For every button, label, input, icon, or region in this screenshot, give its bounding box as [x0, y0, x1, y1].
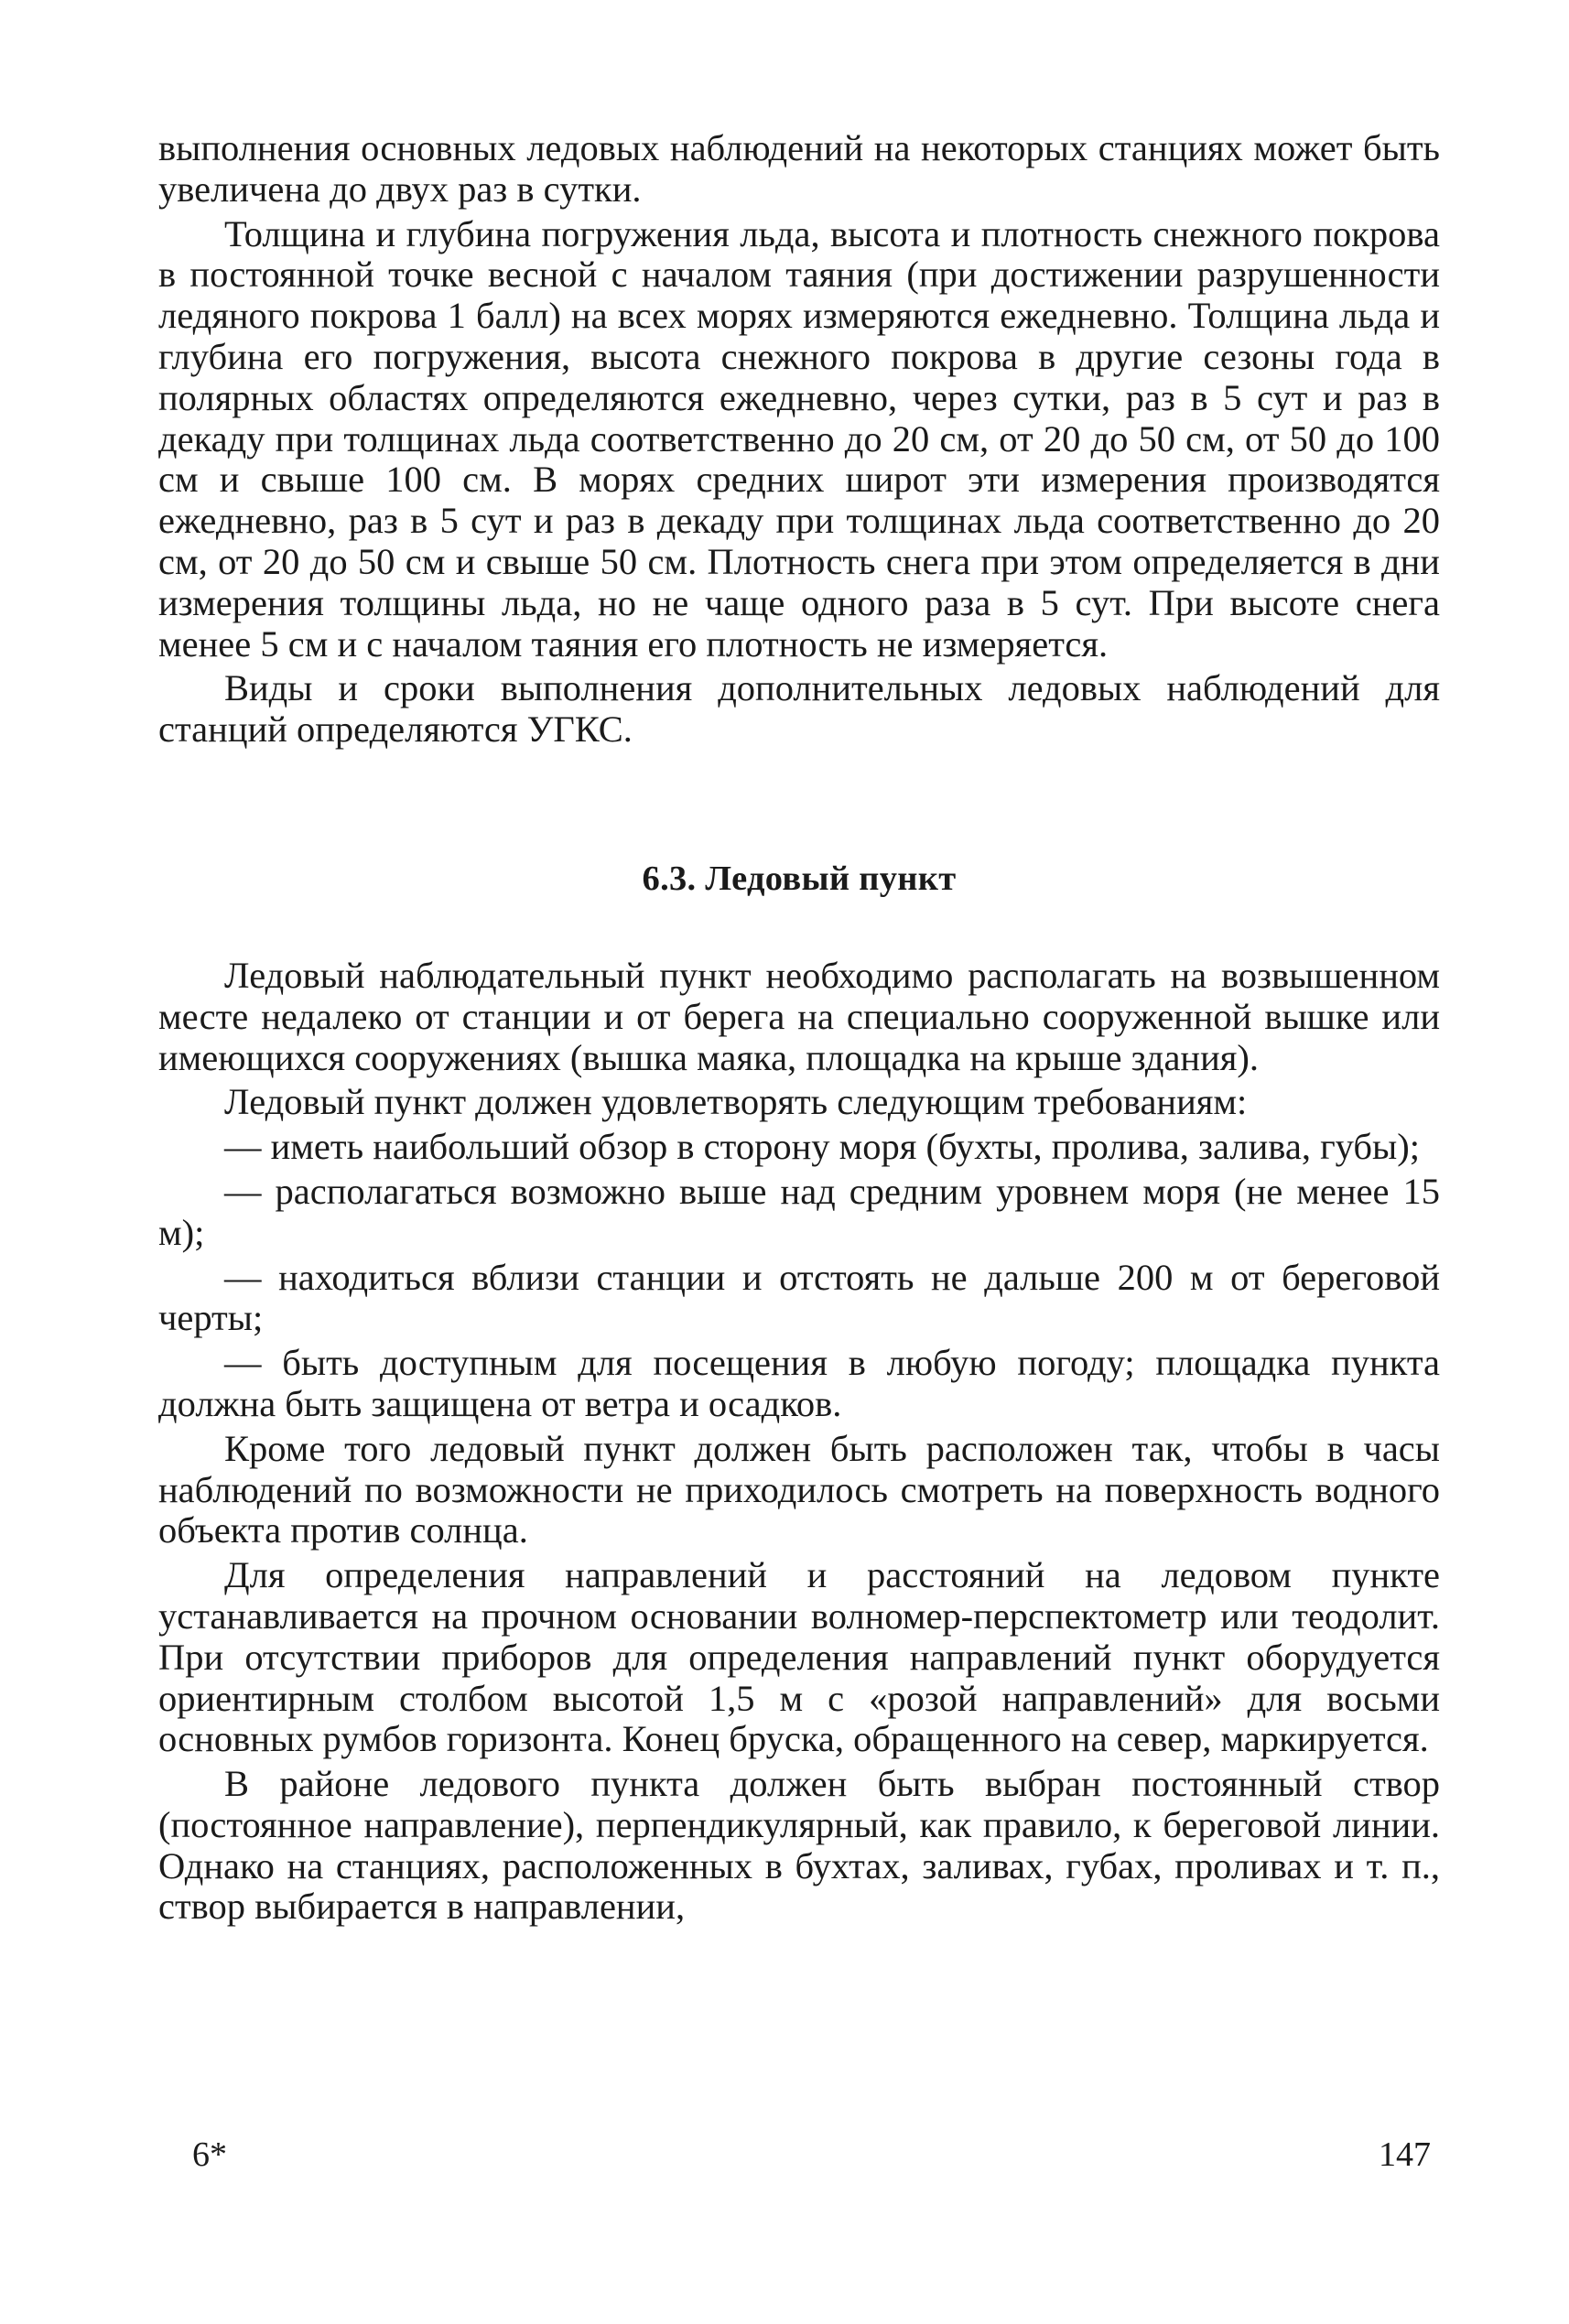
signature-mark: 6*	[192, 2135, 227, 2174]
paragraph-continuation: выполнения основных ледовых наблюдений на некоторых станциях может быть увеличена до двух раз в сутки.	[158, 127, 1440, 210]
paragraph-ice-point-location: Ледовый наблюдательный пункт необходимо располагать на возвышенном месте недалеко от станции и от берега на специально сооруженной вышке или имеющихся сооружениях (вышка маяка, площадка на крыше здания).	[158, 954, 1440, 1078]
page-body	[158, 128, 1440, 1928]
list-item-requirement: — располагаться возможно выше над средним уровнем моря (не менее 15 м);	[158, 1170, 1440, 1253]
page-number: 147	[1379, 2135, 1431, 2174]
paragraph-additional-observations: Виды и сроки выполнения дополнительных ледовых наблюдений для станций определяются УГКС.	[158, 667, 1440, 751]
paragraph-sun-orientation: Кроме того ледовый пункт должен быть расположен так, чтобы в часы наблюдений по возможности не приходилось смотреть на поверхность водного объекта против солнца.	[158, 1427, 1440, 1551]
paragraph-requirements-intro: Ледовый пункт должен удовлетворять следующим требованиям:	[224, 1081, 1248, 1123]
list-item-requirement: — быть доступным для посещения в любую погоду; площадка пункта должна быть защищена от ветра и осадков.	[158, 1342, 1440, 1424]
paragraph-ice-thickness-schedule: Толщина и глубина погружения льда, высота и плотность снежного покрова в постоянной точке весной с началом таяния (при достижении разрушенности ледяного покрова 1 балл) на всех морях измеряются ежедневно. Толщина льда и глубина его погружения, высота снежного покрова в другие сезоны года в полярных областях определяются ежедневно, через сутки, раз в 5 сут и раз в декаду при толщинах льда соответственно до 20 см, от 20 до 50 см, от 50 до 100 см и свыше 100 см. В морях средних широт эти измерения производятся ежедневно, раз в 5 сут и раз в декаду при толщинах льда соответственно до 20 см, от 20 до 50 см и свыше 50 см. Плотность снега при этом определяется в дни измерения толщины льда, но не чаще одного раза в 5 сут. При высоте снега менее 5 см и с началом таяния его плотность не измеряется.	[158, 212, 1440, 665]
section-heading: 6.3. Ледовый пункт	[642, 859, 957, 898]
paragraph-alignment-line: В районе ледового пункта должен быть выбран постоянный створ (постоянное направление), перпендикулярный, как правило, к береговой линии. Однако на станциях, расположенных в бухтах, заливах, губах, проливах и т. п., створ выбирается в направлении,	[158, 1763, 1440, 1928]
list-item-requirement: — находиться вблизи станции и отстоять не дальше 200 м от береговой черты;	[158, 1256, 1440, 1339]
paragraph-instruments: Для определения направлений и расстояний на ледовом пункте устанавливается на прочном основании волномер-перспектометр или теодолит. При отсутствии приборов для определения направлений пункт оборудуется ориентирным столбом высотой 1,5 м с «розой направлений» для восьми основных румбов горизонта. Конец бруска, обращенного на север, маркируется.	[158, 1554, 1440, 1760]
list-item-requirement: — иметь наибольший обзор в сторону моря (бухты, пролива, залива, губы);	[224, 1126, 1420, 1168]
